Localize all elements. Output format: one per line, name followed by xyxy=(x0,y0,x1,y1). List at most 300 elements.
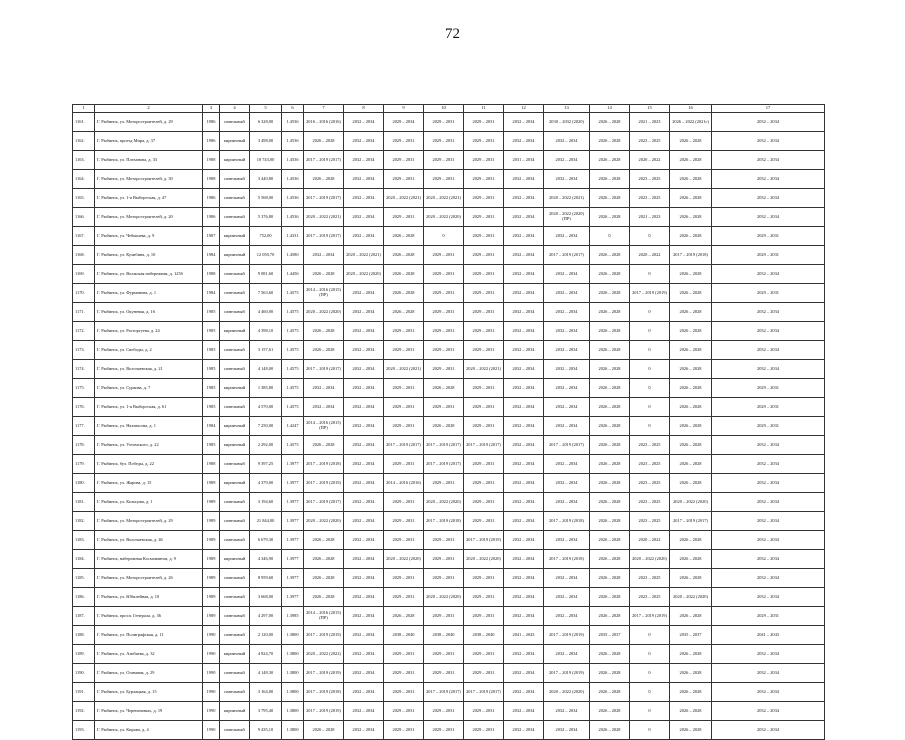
table-cell: 2017 – 2019 (2017) xyxy=(544,246,590,265)
table-cell: 2032 – 2034 xyxy=(504,417,544,436)
table-cell: 0 xyxy=(630,379,670,398)
table-cell: 2032 – 2034 xyxy=(712,170,825,189)
table-cell: 2017 – 2019 (2019) xyxy=(630,607,670,626)
table-cell: 2 292,00 xyxy=(250,436,282,455)
address-cell: Г. Рыбинск, ул. Чебышева, д. 9 xyxy=(95,227,203,246)
table-cell: 2038 – 2040 xyxy=(384,626,424,645)
table-cell: 2029 – 2031 xyxy=(384,702,424,721)
table-cell: 2021 – 2023 xyxy=(630,113,670,132)
address-cell: Г. Рыбинск, ул. Фурманова, д. 1 xyxy=(95,284,203,303)
table-cell: 2032 – 2034 xyxy=(504,512,544,531)
table-cell: 1989 xyxy=(203,569,220,588)
column-number-cell: 1 xyxy=(73,105,95,113)
table-cell: 1990 xyxy=(203,721,220,740)
table-cell: 2029 – 2031 xyxy=(464,303,504,322)
address-cell: Г. Рыбинск, ул. Суркова, д. 7 xyxy=(95,379,203,398)
table-cell: 2029 – 2031 xyxy=(424,113,464,132)
schedule-table xyxy=(72,104,825,740)
table-cell: 4 570,00 xyxy=(250,398,282,417)
table-cell: 2026 – 2028 xyxy=(590,550,630,569)
table-cell: 2029 – 2031 xyxy=(424,132,464,151)
table-cell: 2032 – 2034 xyxy=(712,341,825,360)
table-cell: 2032 – 2034 xyxy=(344,645,384,664)
table-cell: 2032 – 2034 xyxy=(544,702,590,721)
table-cell: 1984 xyxy=(203,284,220,303)
table-cell: 21 844,00 xyxy=(250,512,282,531)
table-cell: 0 xyxy=(630,683,670,702)
table-cell: 1986 xyxy=(203,113,220,132)
table-cell: 2029 – 2031 xyxy=(424,170,464,189)
table-cell: панельный xyxy=(220,341,250,360)
table-cell: 2035 – 2037 xyxy=(670,626,712,645)
table-cell: 2026 – 2028 xyxy=(304,721,344,740)
table-cell: 2020 – 2022 (2021) xyxy=(464,360,504,379)
table-cell: 1.4331 xyxy=(282,227,304,246)
row-number-cell: 1167. xyxy=(73,227,95,246)
table-cell: 2029 – 2031 xyxy=(384,664,424,683)
table-cell: 2029 – 2031 xyxy=(424,303,464,322)
table-cell: 2029 – 2031 xyxy=(712,227,825,246)
table-cell: 6 679,30 xyxy=(250,531,282,550)
address-cell: Г. Рыбинск, ул. Моторостроителей, д. 20 xyxy=(95,208,203,227)
table-cell: 2029 – 2031 xyxy=(384,151,424,170)
table-cell: 2032 – 2034 xyxy=(712,569,825,588)
table-cell: 2029 – 2031 xyxy=(384,170,424,189)
row-number-cell: 1178. xyxy=(73,436,95,455)
table-row xyxy=(73,227,825,246)
table-cell: 2026 – 2028 xyxy=(424,417,464,436)
table-cell: 2029 – 2031 xyxy=(712,284,825,303)
table-cell: 2032 – 2034 xyxy=(544,645,590,664)
table-cell: 2016 – 2016 (2016) xyxy=(304,113,344,132)
table-cell: 0 xyxy=(424,227,464,246)
table-row xyxy=(73,246,825,265)
table-cell: панельный xyxy=(220,588,250,607)
table-cell: 1.3800 xyxy=(282,683,304,702)
table-cell: 2029 – 2031 xyxy=(384,398,424,417)
row-number-cell: 1166. xyxy=(73,208,95,227)
table-cell: 2029 – 2031 xyxy=(712,607,825,626)
table-cell: 2026 – 2028 xyxy=(304,132,344,151)
table-cell: 2026 – 2028 xyxy=(304,550,344,569)
table-cell: 2029 – 2031 xyxy=(464,132,504,151)
table-cell: 2026 – 2028 xyxy=(670,170,712,189)
table-cell: 2026 – 2028 xyxy=(670,208,712,227)
table-cell: 2032 – 2034 xyxy=(344,170,384,189)
table-body xyxy=(73,105,825,740)
table-row xyxy=(73,721,825,740)
table-cell: 2032 – 2034 xyxy=(544,398,590,417)
table-cell: 2017 – 2019 (2017) xyxy=(304,227,344,246)
table-cell: 2014 – 2016 (2015)(ПР) xyxy=(304,607,344,626)
table-cell: 2029 – 2031 xyxy=(464,569,504,588)
table-cell: 2032 – 2034 xyxy=(712,322,825,341)
table-cell: 9 435,10 xyxy=(250,721,282,740)
table-cell: 2032 – 2034 xyxy=(504,189,544,208)
table-cell: 2029 – 2031 xyxy=(712,379,825,398)
table-cell: 2020 – 2022 (2022) xyxy=(304,645,344,664)
schedule-table-container xyxy=(72,104,824,740)
table-cell: 1986 xyxy=(203,208,220,227)
table-cell: 2032 – 2034 xyxy=(504,645,544,664)
table-cell: 2017 – 2019 (2017) xyxy=(670,512,712,531)
table-cell: 1 385,80 xyxy=(250,379,282,398)
table-cell: 2029 – 2031 xyxy=(424,474,464,493)
table-row xyxy=(73,151,825,170)
table-cell: 2026 – 2028 xyxy=(590,474,630,493)
table-row xyxy=(73,303,825,322)
table-row xyxy=(73,436,825,455)
table-cell: 0 xyxy=(630,227,670,246)
table-cell: 2029 – 2031 xyxy=(712,417,825,436)
table-cell: 2029 – 2031 xyxy=(424,360,464,379)
table-cell: 0 xyxy=(630,702,670,721)
table-cell: 1.4575 xyxy=(282,360,304,379)
table-cell: 9 081,60 xyxy=(250,265,282,284)
table-cell: 2014 – 2016 (2016) xyxy=(384,474,424,493)
table-cell: 2023 – 2025 xyxy=(630,170,670,189)
table-row xyxy=(73,132,825,151)
row-number-cell: 1191. xyxy=(73,683,95,702)
table-cell: 2029 – 2031 xyxy=(464,322,504,341)
table-cell: 1984 xyxy=(203,246,220,265)
table-cell: 2032 – 2034 xyxy=(544,151,590,170)
table-cell: 2026 – 2028 xyxy=(670,455,712,474)
table-cell: 2026 – 2028 xyxy=(670,360,712,379)
table-cell: 2026 – 2028 xyxy=(670,265,712,284)
table-cell: 2020 – 2022 (2020) xyxy=(670,588,712,607)
table-cell: 1.3977 xyxy=(282,474,304,493)
table-cell: 2029 – 2031 xyxy=(464,702,504,721)
table-cell: 1.4536 xyxy=(282,151,304,170)
table-cell: 2026 – 2028 xyxy=(670,702,712,721)
table-cell: 2026 – 2028 xyxy=(590,379,630,398)
table-cell: 2032 – 2034 xyxy=(344,683,384,702)
table-cell: 1.4575 xyxy=(282,322,304,341)
table-cell: 2026 – 2028 xyxy=(670,398,712,417)
table-cell: 2029 – 2031 xyxy=(464,398,504,417)
table-cell: 2029 – 2031 xyxy=(384,683,424,702)
table-cell: 1.4536 xyxy=(282,113,304,132)
table-cell: 1989 xyxy=(203,531,220,550)
table-cell: 2026 – 2028 xyxy=(304,436,344,455)
table-cell: 2029 – 2031 xyxy=(384,512,424,531)
table-cell: 2032 – 2034 xyxy=(504,341,544,360)
table-cell: 2026 – 2028 xyxy=(670,322,712,341)
table-cell: 2026 – 2028 xyxy=(670,474,712,493)
table-cell: 7 563,60 xyxy=(250,284,282,303)
table-cell: 2032 – 2034 xyxy=(344,189,384,208)
column-number-cell: 3 xyxy=(203,105,220,113)
table-cell: 2032 – 2034 xyxy=(712,189,825,208)
table-cell: 2032 – 2034 xyxy=(712,151,825,170)
table-cell: 2041 – 2043 xyxy=(504,626,544,645)
table-cell: 2026 – 2028 xyxy=(590,341,630,360)
row-number-cell: 1187. xyxy=(73,607,95,626)
table-row xyxy=(73,626,825,645)
table-cell: 2029 – 2031 xyxy=(464,512,504,531)
table-cell: 2032 – 2034 xyxy=(712,645,825,664)
table-cell: 2026 – 2028 xyxy=(590,417,630,436)
table-cell: 2032 – 2034 xyxy=(712,531,825,550)
table-row xyxy=(73,417,825,436)
table-cell: 2032 – 2034 xyxy=(344,227,384,246)
table-cell: 2029 – 2031 xyxy=(464,341,504,360)
table-cell: 2026 – 2028 xyxy=(670,189,712,208)
address-cell: Г. Рыбинск, ул. Полиграфская, д. 11 xyxy=(95,626,203,645)
table-cell: 2023 – 2025 xyxy=(630,512,670,531)
table-cell: 2029 – 2031 xyxy=(384,322,424,341)
table-cell: кирпичный xyxy=(220,151,250,170)
table-cell: 1.4575 xyxy=(282,398,304,417)
row-number-cell: 1175. xyxy=(73,379,95,398)
address-cell: Г. Рыбинск, ул. Волочаевская, д. 21 xyxy=(95,360,203,379)
table-cell: 1989 xyxy=(203,512,220,531)
table-cell: 1985 xyxy=(203,303,220,322)
table-cell: 1989 xyxy=(203,474,220,493)
column-number-cell: 7 xyxy=(304,105,344,113)
table-cell: 2026 – 2028 xyxy=(670,379,712,398)
table-cell: 2032 – 2034 xyxy=(344,341,384,360)
table-cell: 2029 – 2031 xyxy=(464,208,504,227)
table-cell: 3 795,40 xyxy=(250,702,282,721)
table-cell: кирпичный xyxy=(220,417,250,436)
column-number-cell: 15 xyxy=(630,105,670,113)
table-cell: 1990 xyxy=(203,683,220,702)
table-cell: 2032 – 2034 xyxy=(544,360,590,379)
table-cell: 2017 – 2019 (2017) xyxy=(464,683,504,702)
table-cell: 2029 – 2031 xyxy=(384,132,424,151)
row-number-cell: 1173. xyxy=(73,341,95,360)
table-cell: 2029 – 2031 xyxy=(424,265,464,284)
table-cell: 2026 – 2028 xyxy=(384,227,424,246)
table-cell: 2026 – 2028 xyxy=(590,170,630,189)
address-cell: Г. Рыбинск, ул. Окуневая, д. 16 xyxy=(95,303,203,322)
table-cell: 2032 – 2034 xyxy=(544,322,590,341)
table-cell: 2020 – 2022 xyxy=(630,531,670,550)
table-cell: 2017 – 2019 (2017) xyxy=(304,360,344,379)
table-cell: 2026 – 2028 xyxy=(670,721,712,740)
table-cell: 2029 – 2031 xyxy=(464,284,504,303)
table-cell: 2032 – 2034 xyxy=(504,208,544,227)
table-cell: 2029 – 2031 xyxy=(384,417,424,436)
table-cell: 2029 – 2031 xyxy=(424,398,464,417)
table-cell: 2026 – 2028 xyxy=(670,284,712,303)
table-cell: 2029 – 2031 xyxy=(464,645,504,664)
table-cell: 2029 – 2031 xyxy=(464,265,504,284)
table-cell: 2026 – 2028 xyxy=(590,303,630,322)
table-cell: 2020 – 2022 xyxy=(630,246,670,265)
table-cell: 2032 – 2034 xyxy=(304,379,344,398)
table-cell: 2023 – 2025 xyxy=(630,132,670,151)
table-row xyxy=(73,683,825,702)
table-cell: 2032 – 2034 xyxy=(344,132,384,151)
column-number-cell: 13 xyxy=(544,105,590,113)
table-cell: 9 397,25 xyxy=(250,455,282,474)
table-cell: 2032 – 2034 xyxy=(712,702,825,721)
table-cell: 2032 – 2034 xyxy=(504,132,544,151)
table-cell: панельный xyxy=(220,626,250,645)
table-cell: 2020 – 2022 (2021) xyxy=(544,189,590,208)
address-cell: Г. Рыбинск, ул. Бурлацкая, д. 15 xyxy=(95,683,203,702)
row-number-cell: 1182. xyxy=(73,512,95,531)
table-cell: 2026 – 2028 xyxy=(590,645,630,664)
table-cell: 2026 – 2028 xyxy=(590,113,630,132)
table-cell: 1988 xyxy=(203,265,220,284)
table-cell: 2020 – 2022 xyxy=(630,151,670,170)
table-cell: 2017 – 2019 (2018) xyxy=(544,550,590,569)
table-cell: 2029 – 2034 xyxy=(384,113,424,132)
table-cell: 2017 – 2019 (2019) xyxy=(304,626,344,645)
table-cell: 2032 – 2034 xyxy=(544,132,590,151)
table-cell: 2030 – 2032 (2020) xyxy=(544,113,590,132)
table-cell: 2032 – 2034 xyxy=(504,474,544,493)
table-cell: 1.4536 xyxy=(282,132,304,151)
table-cell: 2032 – 2034 xyxy=(544,303,590,322)
table-cell: 2017 – 2019 (2018) xyxy=(304,683,344,702)
table-cell: 2032 – 2034 xyxy=(544,721,590,740)
table-row xyxy=(73,398,825,417)
table-cell: 2017 – 2019 (2017) xyxy=(424,455,464,474)
table-cell: 2026 – 2028 xyxy=(670,436,712,455)
table-cell: 5 568,00 xyxy=(250,189,282,208)
table-cell: 2023 – 2025 xyxy=(630,455,670,474)
table-cell: 2026 – 2028 xyxy=(304,170,344,189)
table-cell: 2032 – 2034 xyxy=(712,132,825,151)
table-cell: 2032 – 2034 xyxy=(544,588,590,607)
table-cell: 2026 – 2028 xyxy=(590,360,630,379)
table-cell: 2017 – 2019 (2019) xyxy=(630,284,670,303)
table-cell: 2026 – 2028 xyxy=(304,341,344,360)
address-cell: Г. Рыбинск, ул. Олимпия, д. 29 xyxy=(95,664,203,683)
table-cell: 2017 – 2019 (2019) xyxy=(544,664,590,683)
page-number: 72 xyxy=(445,26,460,42)
column-number-cell: 14 xyxy=(590,105,630,113)
table-cell: 3 164,00 xyxy=(250,683,282,702)
table-cell: 2020 – 2022 (2020)(ПР) xyxy=(544,208,590,227)
table-cell: 6 328,00 xyxy=(250,113,282,132)
table-cell: 2026 – 2028 xyxy=(670,607,712,626)
table-cell: 2029 – 2031 xyxy=(424,569,464,588)
table-cell: 1985 xyxy=(203,379,220,398)
table-cell: кирпичный xyxy=(220,322,250,341)
table-cell: 2026 – 2028 xyxy=(304,569,344,588)
column-number-cell: 17 xyxy=(712,105,825,113)
table-row xyxy=(73,531,825,550)
table-cell: 2032 – 2034 xyxy=(712,588,825,607)
column-number-cell: 8 xyxy=(344,105,384,113)
table-cell: 12 050,70 xyxy=(250,246,282,265)
table-cell: 2032 – 2034 xyxy=(712,550,825,569)
table-cell: 2026 – 2028 xyxy=(590,265,630,284)
table-cell: 2026 – 2028 xyxy=(670,645,712,664)
table-cell: 2020 – 2022 (2020) xyxy=(424,493,464,512)
table-row xyxy=(73,474,825,493)
table-cell: 2023 – 2025 xyxy=(630,436,670,455)
table-row xyxy=(73,265,825,284)
table-cell: 2026 – 2028 xyxy=(670,341,712,360)
table-cell: 0 xyxy=(630,398,670,417)
table-cell: 2029 – 2031 xyxy=(464,189,504,208)
table-row xyxy=(73,645,825,664)
row-number-cell: 1177. xyxy=(73,417,95,436)
table-cell: 2032 – 2034 xyxy=(344,398,384,417)
table-cell: 2032 – 2034 xyxy=(712,721,825,740)
table-cell: 2032 – 2034 xyxy=(304,398,344,417)
row-number-cell: 1163. xyxy=(73,151,95,170)
table-cell: кирпичный xyxy=(220,132,250,151)
table-cell: 2026 – 2028 xyxy=(590,512,630,531)
table-cell: 1990 xyxy=(203,645,220,664)
table-cell: 1.4536 xyxy=(282,208,304,227)
row-number-cell: 1179. xyxy=(73,455,95,474)
table-cell: 2026 – 2028 xyxy=(670,550,712,569)
table-cell: 2017 – 2019 (2017) xyxy=(424,436,464,455)
row-number-cell: 1190. xyxy=(73,664,95,683)
table-cell: 0 xyxy=(630,322,670,341)
table-cell: 2032 – 2034 xyxy=(344,436,384,455)
table-cell: 1.4575 xyxy=(282,379,304,398)
table-cell: 2026 – 2028 xyxy=(590,683,630,702)
table-cell: 2026 – 2028 xyxy=(590,455,630,474)
table-cell: 2032 – 2034 xyxy=(504,170,544,189)
address-cell: Г. Рыбинск, ул. Свободы, д. 2 xyxy=(95,341,203,360)
table-cell: 2026 – 2028 xyxy=(590,189,630,208)
table-cell: панельный xyxy=(220,493,250,512)
table-cell: 2026 – 2028 xyxy=(590,436,630,455)
table-cell: 2026 – 2028 xyxy=(670,132,712,151)
table-cell: 1989 xyxy=(203,607,220,626)
table-cell: 2029 – 2031 xyxy=(424,607,464,626)
table-cell: 2032 – 2034 xyxy=(544,265,590,284)
table-cell: 1.3800 xyxy=(282,702,304,721)
row-number-cell: 1174. xyxy=(73,360,95,379)
table-cell: 2026 – 2028 xyxy=(670,417,712,436)
table-cell: 2020 – 2022 (2021) xyxy=(384,360,424,379)
address-cell: Г. Рыбинск, ул. Жарова, д. 15 xyxy=(95,474,203,493)
column-number-cell: 12 xyxy=(504,105,544,113)
table-cell: 1.3985 xyxy=(282,607,304,626)
table-cell: 2032 – 2034 xyxy=(544,227,590,246)
table-cell: 2029 – 2031 xyxy=(384,531,424,550)
table-cell: 4 297,00 xyxy=(250,607,282,626)
table-cell: 2032 – 2034 xyxy=(504,398,544,417)
table-cell: 2029 – 2031 xyxy=(424,284,464,303)
table-cell: 2032 – 2034 xyxy=(504,550,544,569)
table-cell: 2026 – 2028 xyxy=(670,531,712,550)
row-number-cell: 1169. xyxy=(73,265,95,284)
table-cell: 2029 – 2031 xyxy=(384,341,424,360)
table-cell: 2026 – 2028 xyxy=(670,227,712,246)
table-cell: 2026 – 2028 xyxy=(590,721,630,740)
table-cell: 2032 – 2034 xyxy=(504,664,544,683)
table-cell: 2032 – 2034 xyxy=(344,702,384,721)
table-cell: 1987 xyxy=(203,227,220,246)
column-number-cell: 9 xyxy=(384,105,424,113)
table-cell: 2026 – 2028 xyxy=(304,265,344,284)
table-cell: панельный xyxy=(220,664,250,683)
table-cell: 2029 – 2031 xyxy=(464,664,504,683)
table-cell: 2020 – 2022 (2020) xyxy=(670,493,712,512)
address-cell: Г. Рыбинск, набережная Космонавтов, д. 9 xyxy=(95,550,203,569)
table-cell: 1.3800 xyxy=(282,626,304,645)
table-cell: 2032 – 2034 xyxy=(344,303,384,322)
table-row xyxy=(73,702,825,721)
table-cell: 2017 – 2019 (2018) xyxy=(424,512,464,531)
table-cell: 0 xyxy=(630,664,670,683)
table-cell: 2032 – 2034 xyxy=(304,246,344,265)
address-cell: Г. Рыбинск, ул. Юбилейная, д. 10 xyxy=(95,588,203,607)
